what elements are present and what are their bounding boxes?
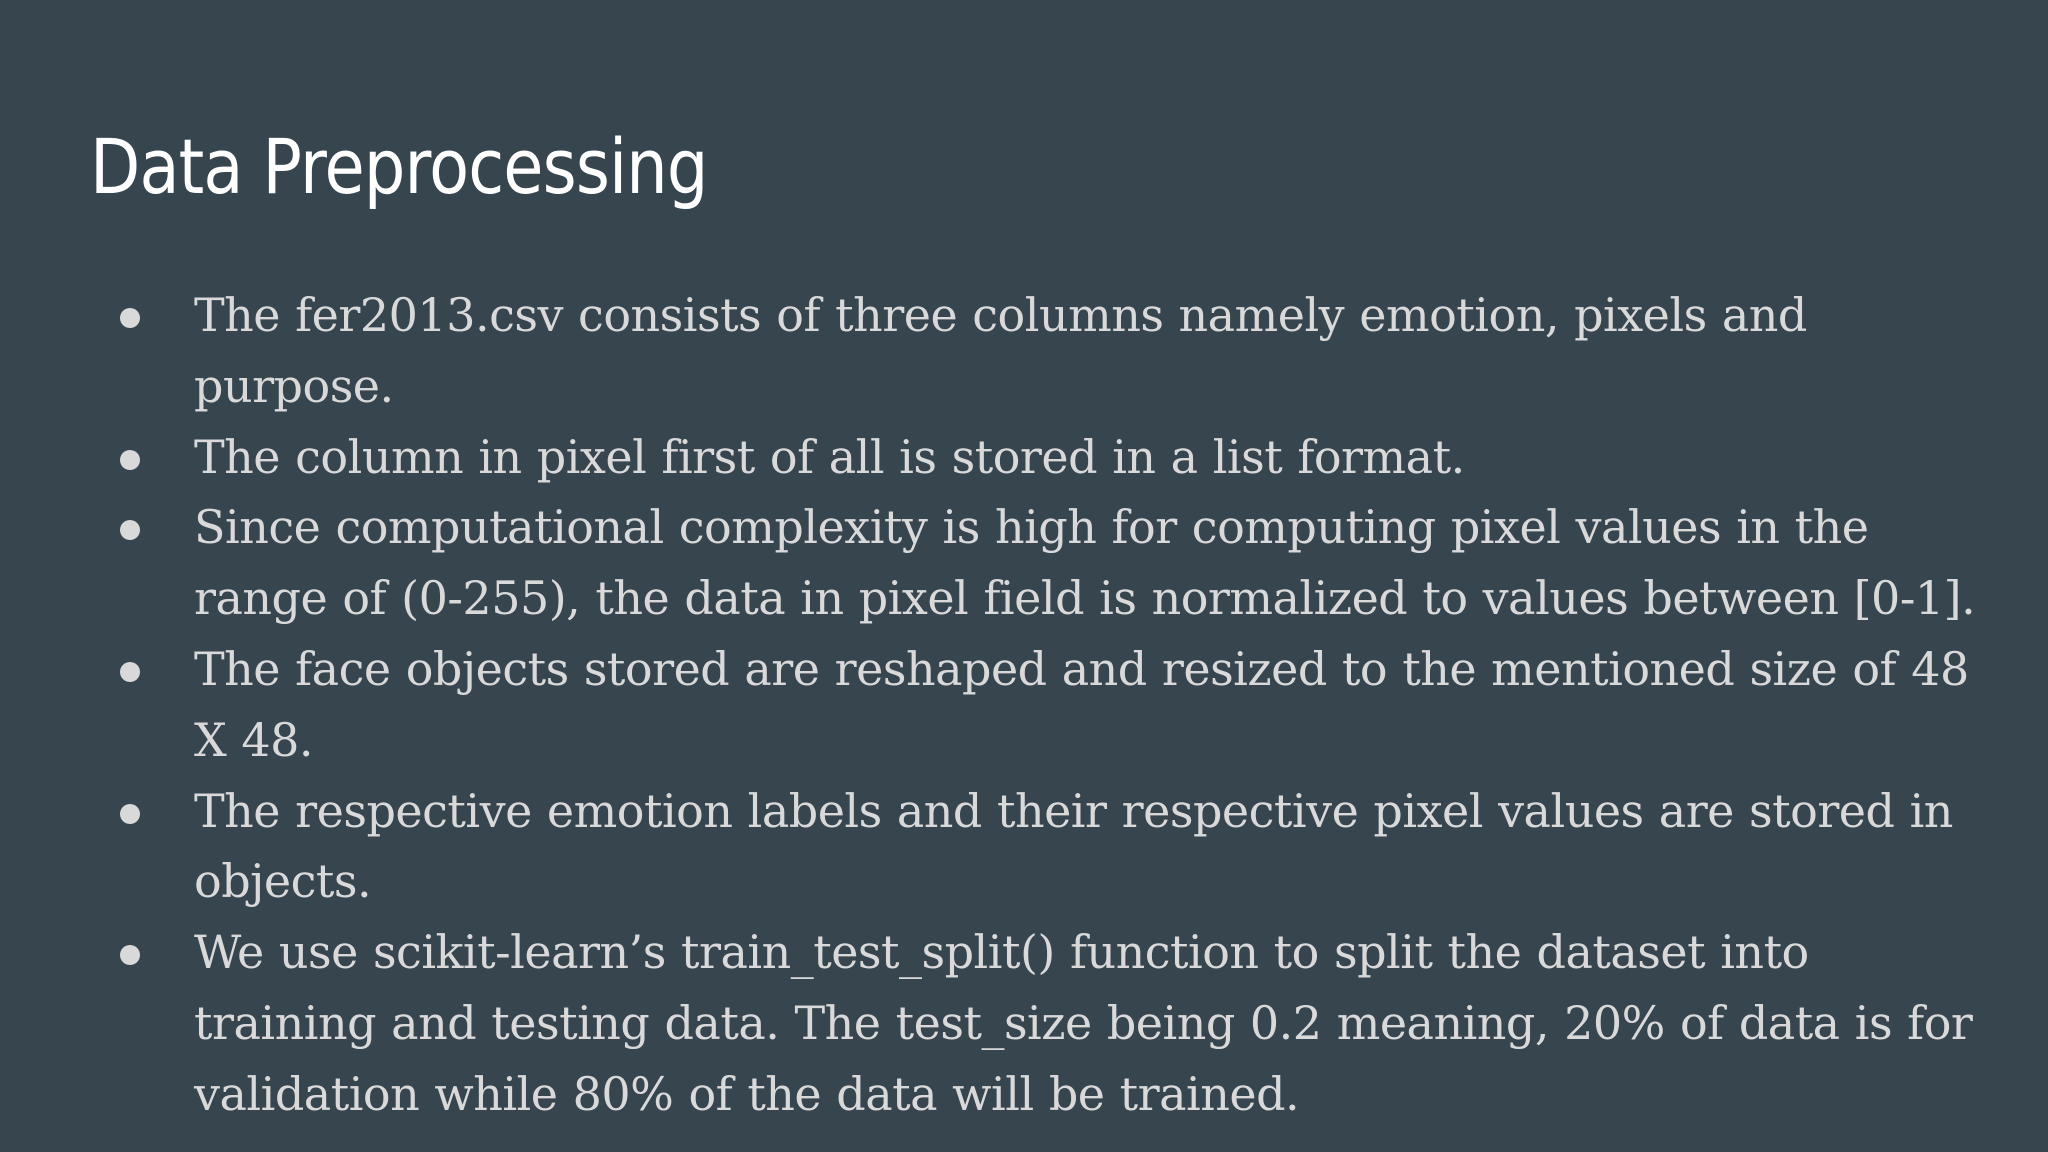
bullet-dot-icon	[120, 520, 140, 540]
bullet-text: Since computational complexity is high for computing pixel values in the range of (0-255), the data in pixel field is normalized to values between [0-1].	[194, 500, 1976, 626]
bullet-dot-icon	[120, 450, 140, 470]
bullet-text: The fer2013.csv consists of three columns namely emotion, pixels and purpose.	[194, 288, 1807, 413]
bullet-item	[112, 492, 1992, 634]
bullet-text: The respective emotion labels and their respective pixel values are stored in objects.	[194, 783, 1953, 909]
bullet-list	[112, 280, 1992, 1130]
bullet-item	[112, 917, 1992, 1129]
bullet-dot-icon	[120, 804, 140, 824]
bullet-item	[112, 776, 1992, 918]
bullet-item	[112, 634, 1992, 776]
bullet-dot-icon	[120, 662, 140, 682]
bullet-dot-icon	[120, 945, 140, 965]
bullet-text: The face objects stored are reshaped and resized to the mentioned size of 48 X 48.	[194, 641, 1969, 767]
bullet-text: We use scikit-learn’s train_test_split() function to split the dataset into training and testing data. The test_size being 0.2 meaning, 20% of data is for validation while 80% of the data will be trained.	[194, 925, 1973, 1121]
bullet-text: The column in pixel first of all is stored in a list format.	[194, 429, 1465, 484]
slide-title: Data Preprocessing	[90, 122, 708, 211]
bullet-item	[112, 280, 1992, 422]
bullet-dot-icon	[120, 308, 140, 328]
bullet-item	[112, 422, 1992, 493]
